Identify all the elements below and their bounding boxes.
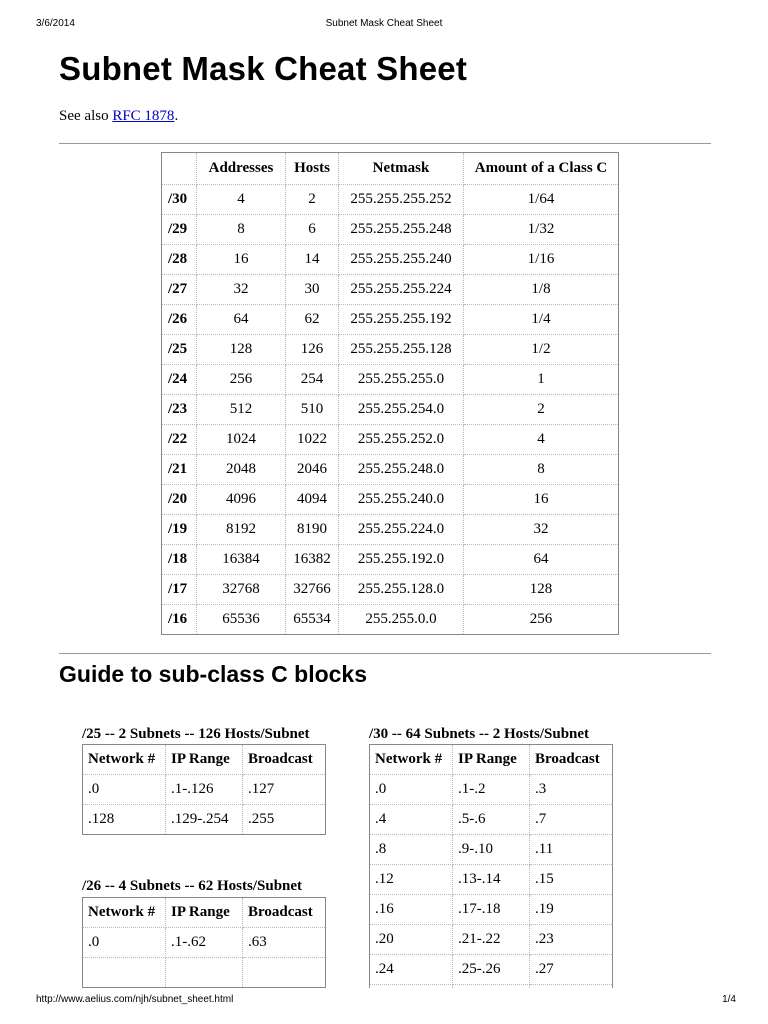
table-cell: 255.255.255.240 — [339, 245, 464, 275]
prefix-cell: /22 — [162, 425, 197, 455]
print-title: Subnet Mask Cheat Sheet — [325, 18, 443, 29]
table-cell: .0 — [83, 928, 166, 958]
table-cell: 255.255.255.252 — [339, 185, 464, 215]
prefix-cell: /21 — [162, 455, 197, 485]
table-cell: 32 — [464, 515, 618, 545]
column-header: Addresses — [197, 153, 286, 185]
column-header: Broadcast — [530, 745, 612, 775]
prefix-cell: /16 — [162, 605, 197, 634]
table-cell: 32768 — [197, 575, 286, 605]
table-cell: 16384 — [197, 545, 286, 575]
table-cell: 2 — [464, 395, 618, 425]
table-cell: .16 — [370, 895, 453, 925]
table-cell: 128 — [464, 575, 618, 605]
column-header: Network # — [370, 745, 453, 775]
table-cell: 14 — [286, 245, 339, 275]
table-row — [370, 925, 612, 955]
table-cell: 254 — [286, 365, 339, 395]
rfc-1878-link[interactable]: RFC 1878 — [112, 108, 175, 124]
table-cell: .1-.62 — [166, 928, 243, 958]
column-header: Network # — [83, 745, 166, 775]
column-header: IP Range — [453, 745, 530, 775]
block-26-caption: /26 -- 4 Subnets -- 62 Hosts/Subnet — [82, 878, 303, 894]
print-page-number: 1/4 — [722, 994, 736, 1005]
table-cell — [530, 985, 612, 988]
table-cell: .0 — [83, 775, 166, 805]
table-cell: .255 — [248, 811, 275, 827]
table-cell: .8 — [370, 835, 453, 865]
table-cell: 16382 — [286, 545, 339, 575]
table-cell: 4 — [197, 185, 286, 215]
table-cell: 255.255.252.0 — [339, 425, 464, 455]
guide-heading: Guide to sub-class C blocks — [59, 661, 368, 687]
table-cell: 30 — [286, 275, 339, 305]
table-cell: 255.255.255.128 — [339, 335, 464, 365]
table-row — [370, 835, 612, 865]
table-cell: 1/2 — [464, 335, 618, 365]
table-cell — [453, 985, 530, 988]
table-cell: .24 — [370, 955, 453, 985]
table-cell: .11 — [530, 835, 612, 865]
table-row — [370, 865, 612, 895]
table-cell — [370, 985, 453, 988]
table-row — [370, 955, 612, 985]
table-cell: 255.255.255.224 — [339, 275, 464, 305]
see-also-prefix: See also — [59, 108, 113, 124]
table-cell: .127 — [243, 775, 325, 805]
table-cell: 1/4 — [464, 305, 618, 335]
prefix-cell: /25 — [162, 335, 197, 365]
table-cell: 2048 — [197, 455, 286, 485]
table-cell: 32766 — [286, 575, 339, 605]
table-cell: .0 — [370, 775, 453, 805]
block-25-caption: /25 -- 2 Subnets -- 126 Hosts/Subnet — [82, 726, 310, 742]
table-cell: .4 — [370, 805, 453, 835]
prefix-cell: /23 — [162, 395, 197, 425]
prefix-cell: /27 — [162, 275, 197, 305]
table-cell: 126 — [286, 335, 339, 365]
table-cell: 64 — [197, 305, 286, 335]
table-cell: 255.255.248.0 — [339, 455, 464, 485]
table-cell: 512 — [197, 395, 286, 425]
column-header: Broadcast — [243, 745, 325, 775]
table-cell: .15 — [530, 865, 612, 895]
table-cell: .7 — [530, 805, 612, 835]
table-row — [370, 805, 612, 835]
prefix-cell: /28 — [162, 245, 197, 275]
table-cell: 62 — [286, 305, 339, 335]
table-cell: 64 — [464, 545, 618, 575]
table-cell: .63 — [243, 928, 325, 958]
prefix-cell: /24 — [162, 365, 197, 395]
print-url: http://www.aelius.com/njh/subnet_sheet.html — [36, 994, 234, 1005]
block-30-table-body — [370, 775, 612, 988]
table-cell: 255.255.255.0 — [339, 365, 464, 395]
table-cell: .129-.254 — [166, 805, 243, 834]
table-cell: 6 — [286, 215, 339, 245]
table-cell: .1-.2 — [453, 775, 530, 805]
table-cell: .20 — [370, 925, 453, 955]
table-cell: 2 — [286, 185, 339, 215]
table-cell: 255.255.255.248 — [339, 215, 464, 245]
column-header: IP Range — [166, 745, 243, 775]
table-cell: 255.255.255.192 — [339, 305, 464, 335]
prefix-cell: /19 — [162, 515, 197, 545]
table-cell: 32 — [197, 275, 286, 305]
table-cell: .12 — [370, 865, 453, 895]
prefix-cell: /30 — [162, 185, 197, 215]
table-cell: 255.255.224.0 — [339, 515, 464, 545]
table-cell: 65536 — [197, 605, 286, 634]
table-cell: 255.255.240.0 — [339, 485, 464, 515]
column-header: IP Range — [166, 898, 243, 928]
table-cell: 1/16 — [464, 245, 618, 275]
table-cell: 1/32 — [464, 215, 618, 245]
table-cell: 16 — [197, 245, 286, 275]
see-also-suffix: . — [174, 108, 179, 124]
table-cell: 510 — [286, 395, 339, 425]
table-header-row — [370, 745, 612, 775]
table-cell: 16 — [464, 485, 618, 515]
column-header: Amount of a Class C — [464, 153, 618, 185]
table-cell: .9-.10 — [453, 835, 530, 865]
table-cell: 65534 — [286, 605, 339, 634]
table-cell: .19 — [530, 895, 612, 925]
table-cell: 8192 — [197, 515, 286, 545]
table-cell: 2046 — [286, 455, 339, 485]
table-cell: .128 — [83, 805, 166, 834]
block-30-caption: /30 -- 64 Subnets -- 2 Hosts/Subnet — [369, 726, 590, 742]
table-cell: .5-.6 — [453, 805, 530, 835]
table-cell: .3 — [530, 775, 612, 805]
table-cell: 256 — [197, 365, 286, 395]
table-cell: 1/8 — [464, 275, 618, 305]
table-cell: 4094 — [286, 485, 339, 515]
table-cell: 4 — [464, 425, 618, 455]
table-cell: .25-.26 — [453, 955, 530, 985]
column-header: Netmask — [339, 153, 464, 185]
table-cell: 8190 — [286, 515, 339, 545]
table-cell: 256 — [529, 611, 553, 627]
block-30-table — [369, 744, 613, 988]
table-cell: 255.255.128.0 — [339, 575, 464, 605]
table-cell: 255.255.192.0 — [339, 545, 464, 575]
table-cell: .17-.18 — [453, 895, 530, 925]
table-cell: 8 — [464, 455, 618, 485]
table-cell: 1/64 — [464, 185, 618, 215]
prefix-cell: /20 — [162, 485, 197, 515]
table-row — [370, 985, 612, 988]
table-cell: .23 — [530, 925, 612, 955]
table-cell: .1-.126 — [166, 775, 243, 805]
table-cell: 4096 — [197, 485, 286, 515]
table-cell: .13-.14 — [453, 865, 530, 895]
table-cell: 128 — [197, 335, 286, 365]
table-cell: 1022 — [286, 425, 339, 455]
column-header: Network # — [83, 898, 166, 928]
prefix-cell: /26 — [162, 305, 197, 335]
table-cell: 1 — [464, 365, 618, 395]
table-cell: 1024 — [197, 425, 286, 455]
table-cell: 8 — [197, 215, 286, 245]
prefix-cell: /17 — [162, 575, 197, 605]
table-cell: 255.255.254.0 — [339, 395, 464, 425]
page-title: Subnet Mask Cheat Sheet — [59, 50, 468, 87]
table-row — [370, 895, 612, 925]
table-cell: .27 — [530, 955, 612, 985]
table-cell: 255.255.0.0 — [339, 605, 464, 634]
prefix-cell: /29 — [162, 215, 197, 245]
prefix-cell: /18 — [162, 545, 197, 575]
column-header: Broadcast — [243, 898, 325, 928]
print-date: 3/6/2014 — [36, 18, 75, 29]
table-row — [370, 775, 612, 805]
table-cell: .21-.22 — [453, 925, 530, 955]
column-header: Hosts — [286, 153, 339, 185]
